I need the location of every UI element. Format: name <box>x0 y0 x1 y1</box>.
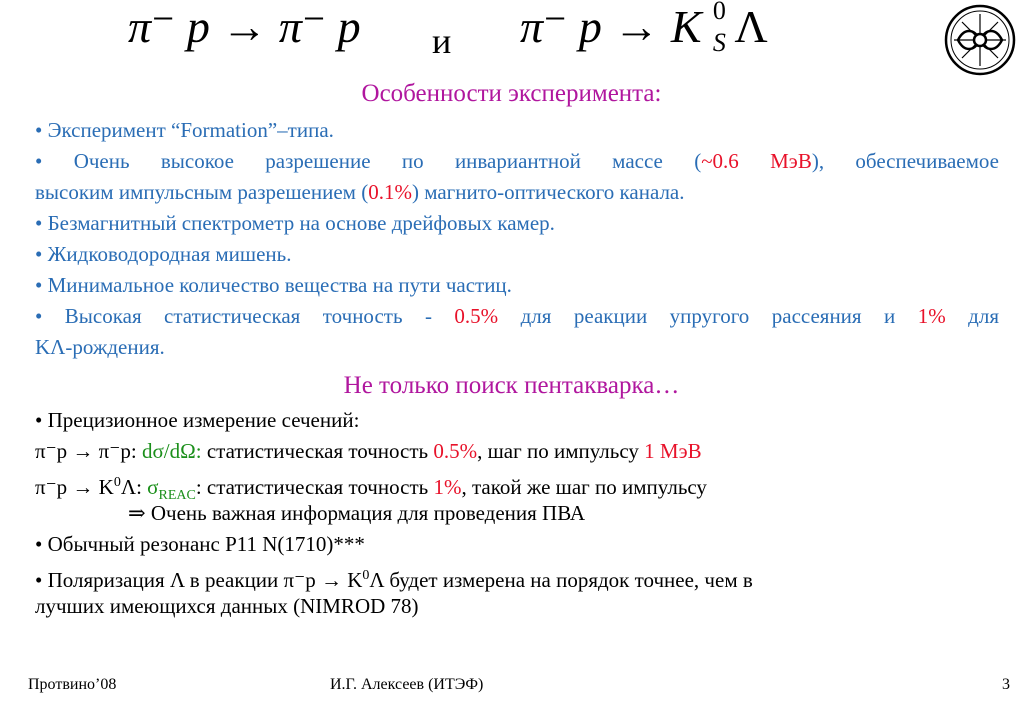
bullet-statistical-precision <box>35 301 999 332</box>
stat-precision-text-1: • Высокая статистическая точность - <box>35 304 455 328</box>
kl-precision-value: 1% <box>433 475 462 499</box>
section-heading-features: Особенности эксперимента: <box>361 80 662 107</box>
bullet-mass-resolution-cont <box>35 177 999 208</box>
bullet-ordinary-resonance: • Обычный резонанс P11 N(1710)*** <box>35 532 365 556</box>
stat-precision-text-2: для реакции упругого рассеяния и <box>498 304 918 328</box>
momentum-resolution-value: 0.1% <box>368 180 412 204</box>
lambda-symbol: Λ <box>734 1 768 52</box>
stat-precision-elastic-value: 0.5% <box>454 304 499 328</box>
stat-precision-kl-value: 1% <box>917 304 946 328</box>
line-elastic-cross-section <box>35 436 999 467</box>
reaction-cross-section-subscript: REAC <box>158 488 196 504</box>
reaction-elastic-text: π⁻ p → π⁻ p <box>128 1 361 52</box>
page-number: 3 <box>1002 676 1010 693</box>
kl-step-text: , такой же шаг по импульсу <box>461 475 707 499</box>
elastic-precision-text: статистическая точность <box>201 439 434 463</box>
kl-precision-text: : статистическая точность <box>195 475 434 499</box>
line-pwa-importance: ⇒ Очень важная информация для проведения ПВА <box>128 501 586 525</box>
bullet-hydrogen-target: • Жидководородная мишень. <box>35 242 292 266</box>
reaction-elastic <box>128 1 361 52</box>
title-connector: и <box>432 21 452 61</box>
bullet-polarization-cont: лучших имеющихся данных (NIMROD 78) <box>35 594 419 618</box>
section-heading-not-only-pentaquark: Не только поиск пентакварка… <box>343 372 680 399</box>
bullet-precision-cross-sections: • Прецизионное измерение сечений: <box>35 408 360 432</box>
bullet-formation: • Эксперимент “Formation”–типа. <box>35 118 334 142</box>
footer-author: И.Г. Алексеев (ИТЭФ) <box>330 676 484 693</box>
kl-reaction-superscript: 0 <box>113 475 121 490</box>
reaction-kaon-lhs: π⁻ p → <box>520 1 660 52</box>
stat-precision-text-3: для <box>945 304 999 328</box>
polarization-text-2: Λ будет измерена на порядок точнее, чем в <box>369 568 753 592</box>
bullet-minimal-material: • Минимальное количество вещества на пути частиц. <box>35 273 512 297</box>
mass-resolution-text-1: • Очень высокое разрешение по инвариантной массе ( <box>35 149 702 173</box>
momentum-resolution-text-2: ) магнито-оптического канала. <box>411 180 685 204</box>
elastic-reaction-label: π⁻p → π⁻p: <box>35 439 142 463</box>
reaction-cross-section-symbol: σ <box>147 475 159 499</box>
bullet-mass-resolution <box>35 146 999 177</box>
kaon-letter: K <box>670 1 702 52</box>
institute-logo-icon <box>944 4 1016 76</box>
kl-reaction-label: π⁻p → K <box>35 475 114 499</box>
momentum-resolution-text-1: высоким импульсным разрешением ( <box>35 180 369 204</box>
kaon-short-symbol <box>670 0 726 57</box>
slide-title <box>0 0 1023 78</box>
elastic-step-value: 1 МэВ <box>644 439 702 463</box>
elastic-precision-value: 0.5% <box>433 439 478 463</box>
differential-cross-section-symbol: dσ/dΩ: <box>141 439 202 463</box>
mass-resolution-value: ~0.6 МэВ <box>701 149 812 173</box>
polarization-text-1: • Поляризация Λ в реакции π⁻p → K <box>35 568 363 592</box>
mass-resolution-text-2: ), обеспечиваемое <box>811 149 999 173</box>
kl-reaction-lambda: Λ: <box>120 475 148 499</box>
footer-location: Протвино’08 <box>28 676 117 693</box>
kaon-subscript: S <box>712 28 726 57</box>
reaction-kaon-lambda <box>520 0 768 57</box>
bullet-spectrometer: • Безмагнитный спектрометр на основе дрейфовых камер. <box>35 211 555 235</box>
bullet-statistical-precision-cont: KΛ-рождения. <box>35 335 165 359</box>
polarization-superscript: 0 <box>362 568 370 583</box>
kaon-superscript: 0 <box>712 0 726 25</box>
elastic-step-text: , шаг по импульсу <box>477 439 645 463</box>
